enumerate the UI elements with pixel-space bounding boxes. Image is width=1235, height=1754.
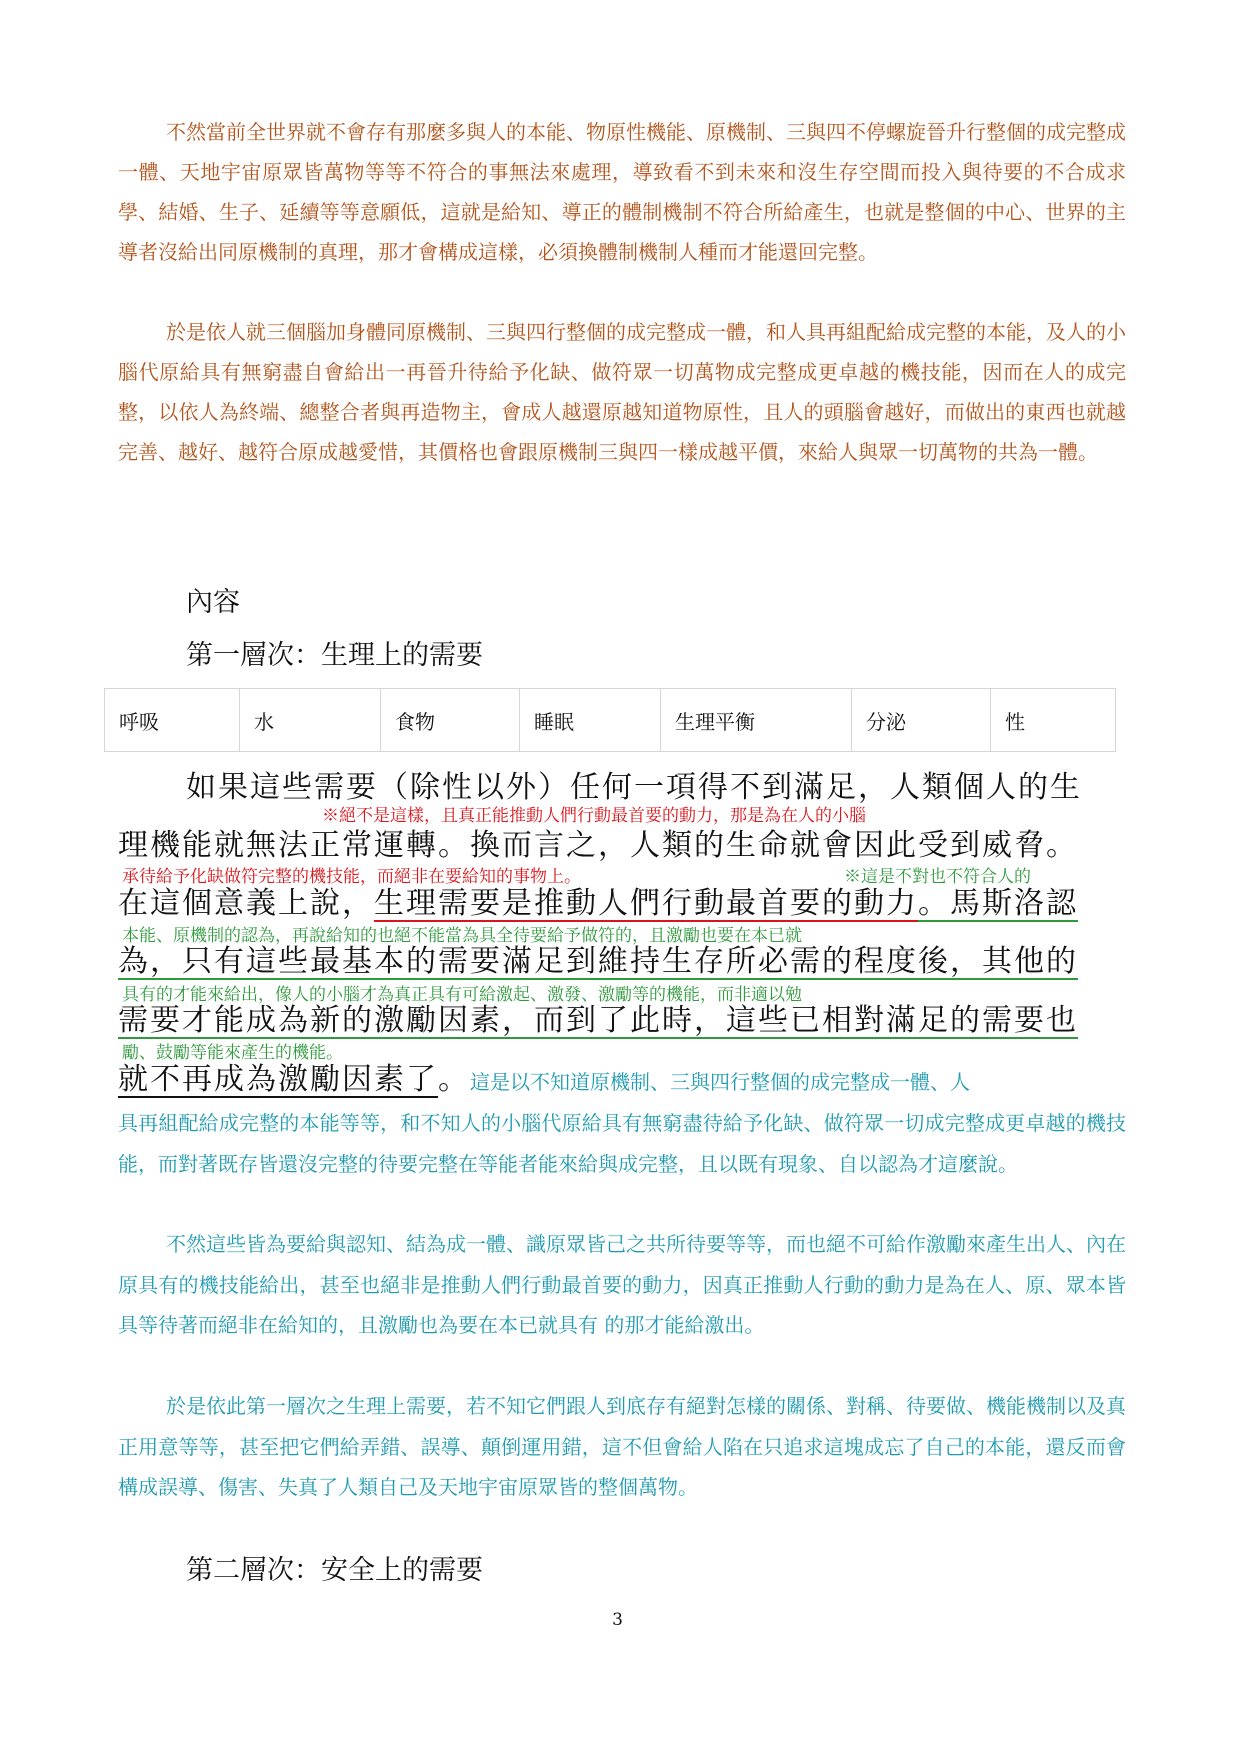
table-cell: 水 (240, 689, 381, 752)
red-annotation-1: ※絕不是這樣，且真正能推動人們行動最首要的動力，那是為在人的小腦 (322, 806, 866, 826)
table-cell: 性 (991, 689, 1116, 752)
table-cell: 睡眠 (520, 689, 661, 752)
intro-paragraph-1: 不然當前全世界就不會存有那麼多與人的本能、物原性機能、原機制、三與四不停螺旋晉升行整個的成完整成一體、天地宇宙原眾皆萬物等等不符合的事無法來處理，導致看不到未來和沒生存空間而投入與待要的不合成求學、結婚、生子、延續等等意願低，這就是給知、導正的體制機制不符合所給產生，也就是整個的中心、世界的主導者沒給出同原機制的真理，那才會構成這樣，必須換體制機制人種而才能還回完整。 (118, 120, 1126, 264)
table-row (105, 689, 1116, 752)
cyan-paragraph-3: 於是依此第一層次之生理上需要，若不知它們跟人到底存有絕對怎樣的關係、對稱、待要做、機能機制以及真正用意等等，甚至把它們給弄錯、誤導、顛倒運用錯，這不但會給人陷在只追求這塊成忘了自己的本能，還反而會構成誤導、傷害、失真了人類自己及天地宇宙原眾皆的整個萬物。 (118, 1394, 1126, 1499)
quote-line-6-punct: 。 (438, 1062, 470, 1097)
intro-paragraph-2: 於是依人就三個腦加身體同原機制、三與四行整個的成完整成一體，和人具再組配給成完整的本能，及人的小腦代原給具有無窮盡自會給出一再晉升待給予化缺、做符眾一切萬物成完整成更卓越的機技能，因而在人的成完整，以依人為終端、總整合者與再造物主，會成人越還原越知道物原性，且人的頭腦會越好，而做出的東西也就越完善、越好、越符合原成越愛惜，其價格也會跟原機制三與四一樣成越平價，來給人與眾一切萬物的共為一體。 (118, 320, 1126, 464)
quote-line-3-end: 。馬斯洛認 (918, 886, 1078, 921)
cyan-paragraph-1: 具再組配給成完整的本能等等，和不知人的小腦代原給具有無窮盡待給予化缺、做符眾一切成完整成更卓越的機技能，而對著既存皆還沒完整的待要完整在等能者能來給與成完整，且以既有現象、自以認為才這麼說。 (118, 1111, 1126, 1176)
green-annotation-2: 本能、原機制的認為，再說給知的也絕不能當為具全待要給予做符的，且激勵也要在本已就 (122, 926, 802, 946)
cyan-paragraph-2: 不然這些皆為要給與認知、結為成一體、識原眾皆己之共所待要等等，而也絕不可給作激勵來產生出人、內在原具有的機技能給出，甚至也絕非是推動人們行動最首要的動力，因真正推動人行動的動力是為在人、原、眾本皆具等待著而絕非在給知的，且激勵也為要在本已就具有 的那才能給激出。 (118, 1232, 1126, 1337)
green-annotation-4: 勵、鼓勵等能來產生的機能。 (122, 1043, 343, 1063)
red-annotation-2: 承待給予化缺做符完整的機技能，而絕非在要給知的事物上。 (122, 867, 581, 887)
quote-line-3 (118, 886, 1128, 922)
quote-line-2: 理機能就無法正常運轉。換而言之，人類的生命就會因此受到威脅。 (118, 828, 1078, 863)
needs-table (104, 688, 1116, 752)
quote-line-3-start: 在這個意義上說， (118, 886, 374, 921)
page-number: 3 (612, 1610, 623, 1630)
quote-line-5: 需要才能成為新的激勵因素，而到了此時，這些已相對滿足的需要也 (118, 1003, 1078, 1038)
contents-heading: 內容 (186, 587, 240, 618)
quote-line-6 (118, 1062, 1128, 1100)
green-annotation-3: 具有的才能來給出，像人的小腦才為真正具有可給激起、激發、激勵等的機能，而非適以勉 (122, 985, 802, 1005)
quote-line-1: 如果這些需要（除性以外）任何一項得不到滿足，人類個人的生 (186, 770, 1082, 805)
quote-line-4: 為，只有這些最基本的需要滿足到維持生存所必需的程度後，其他的 (118, 944, 1078, 979)
highlighted-claim: 生理需要是推動人們行動最首要的動力 (374, 886, 918, 921)
green-annotation-1: ※這是不對也不符合人的 (844, 867, 1031, 887)
table-cell: 生理平衡 (661, 689, 852, 752)
level2-heading: 第二層次：安全上的需要 (186, 1555, 483, 1586)
quote-line-6-text: 就不再成為激勵因素了 (118, 1062, 438, 1097)
table-cell: 分泌 (852, 689, 991, 752)
table-cell: 食物 (381, 689, 520, 752)
cyan-commentary-start: 這是以不知道原機制、三與四行整個的成完整成一體、人 (470, 1070, 970, 1094)
table-cell: 呼吸 (105, 689, 240, 752)
level1-heading: 第一層次：生理上的需要 (186, 640, 483, 671)
